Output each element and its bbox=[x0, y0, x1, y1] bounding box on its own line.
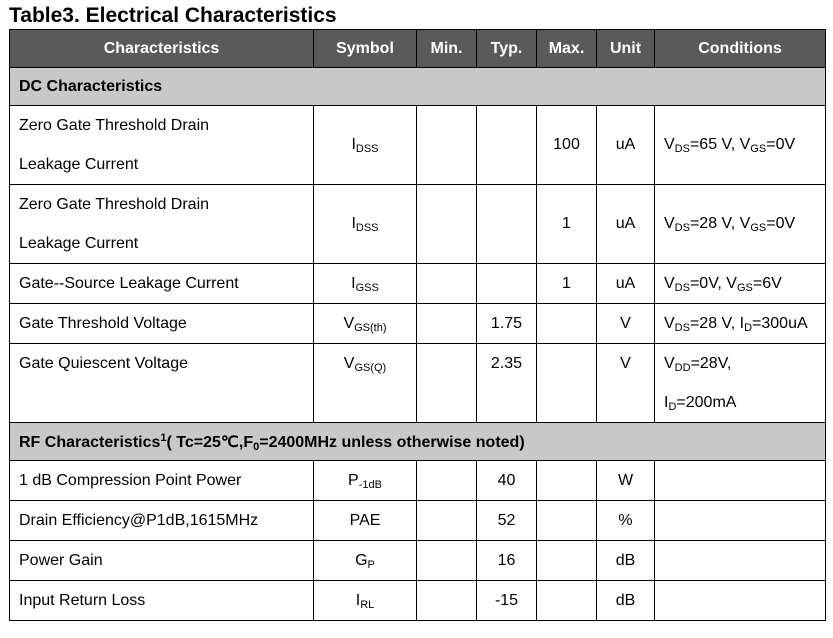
header-typ: Typ. bbox=[477, 30, 537, 68]
cell-unit: % bbox=[597, 501, 655, 541]
section-title-rf bbox=[10, 423, 826, 461]
cond-part: V bbox=[664, 314, 675, 332]
cond-sub: D bbox=[668, 401, 677, 413]
cell-conditions bbox=[655, 185, 826, 264]
cond-sub: GS bbox=[736, 281, 753, 294]
cell-unit: uA bbox=[597, 185, 655, 264]
char-line-1: Zero Gate Threshold Drain bbox=[19, 117, 210, 134]
cell-min bbox=[417, 541, 477, 581]
cond-sub: DS bbox=[674, 281, 690, 294]
cond-part: =28V, bbox=[690, 355, 732, 372]
cell-unit: uA bbox=[597, 264, 655, 304]
header-unit: Unit bbox=[597, 30, 655, 68]
cond-part: V bbox=[664, 355, 675, 372]
cond-sub: D bbox=[744, 321, 753, 334]
cond-part: =0V bbox=[766, 136, 796, 153]
symbol-main: I bbox=[351, 274, 356, 292]
cell-unit: dB bbox=[597, 541, 655, 581]
cond-part: =28 V, V bbox=[689, 215, 751, 232]
cell-symbol bbox=[314, 106, 417, 185]
table-row bbox=[10, 541, 826, 581]
symbol-sub: GSS bbox=[355, 281, 379, 294]
cell-typ: 1.75 bbox=[477, 304, 537, 344]
table-row bbox=[10, 106, 826, 185]
cell-conditions bbox=[655, 541, 826, 581]
table-row bbox=[10, 185, 826, 264]
cell-max bbox=[537, 304, 597, 344]
table-row bbox=[10, 501, 826, 541]
cell-characteristic: Gate Threshold Voltage bbox=[10, 304, 314, 344]
cell-symbol bbox=[314, 541, 417, 581]
cell-conditions bbox=[655, 461, 826, 501]
cond-sub: DS bbox=[674, 143, 690, 155]
symbol-main: PAE bbox=[349, 511, 381, 529]
table-row bbox=[10, 581, 826, 621]
rf-note: ( Tc=25℃,F bbox=[166, 433, 254, 451]
cell-symbol bbox=[314, 461, 417, 501]
cell-characteristic: Power Gain bbox=[10, 541, 314, 581]
rf-label: RF Characteristics bbox=[19, 433, 161, 451]
cell-typ bbox=[477, 185, 537, 264]
header-row bbox=[10, 30, 826, 68]
cond-sub: GS bbox=[750, 143, 767, 155]
cell-typ: 16 bbox=[477, 541, 537, 581]
cell-typ: -15 bbox=[477, 581, 537, 621]
cond-part: =0V, V bbox=[689, 274, 737, 292]
cell-symbol bbox=[314, 304, 417, 344]
cond-part: =28 V, I bbox=[689, 314, 745, 332]
cell-conditions bbox=[655, 106, 826, 185]
table-row bbox=[10, 344, 826, 423]
symbol-sub: P bbox=[367, 558, 375, 571]
symbol-main: V bbox=[343, 355, 355, 372]
cell-max bbox=[537, 344, 597, 423]
cell-conditions bbox=[655, 304, 826, 344]
cell-min bbox=[417, 344, 477, 423]
symbol-main: I bbox=[355, 591, 361, 609]
cell-max bbox=[537, 581, 597, 621]
symbol-sub: DSS bbox=[355, 143, 379, 155]
cond-sub: DS bbox=[674, 321, 690, 334]
table-row bbox=[10, 264, 826, 304]
cond-part: =200mA bbox=[676, 394, 737, 411]
cell-typ: 2.35 bbox=[477, 344, 537, 423]
header-max: Max. bbox=[537, 30, 597, 68]
cell-characteristic: Input Return Loss bbox=[10, 581, 314, 621]
section-title-dc: DC Characteristics bbox=[10, 68, 826, 106]
footnote-marker: 1 bbox=[160, 431, 167, 444]
cell-max: 100 bbox=[537, 106, 597, 185]
cell-unit: V bbox=[597, 344, 655, 423]
cond-part: I bbox=[664, 394, 669, 411]
cell-conditions bbox=[655, 344, 826, 423]
symbol-main: G bbox=[355, 551, 368, 569]
cell-unit: W bbox=[597, 461, 655, 501]
cell-characteristic: 1 dB Compression Point Power bbox=[10, 461, 314, 501]
cell-max: 1 bbox=[537, 185, 597, 264]
table-row bbox=[10, 461, 826, 501]
cell-unit: V bbox=[597, 304, 655, 344]
cell-symbol bbox=[314, 185, 417, 264]
cond-part: V bbox=[664, 215, 675, 232]
header-min: Min. bbox=[417, 30, 477, 68]
cond-sub: GS bbox=[750, 222, 767, 234]
cell-min bbox=[417, 501, 477, 541]
cell-conditions bbox=[655, 501, 826, 541]
cond-sub: DD bbox=[674, 362, 691, 374]
cond-part: V bbox=[664, 274, 675, 292]
symbol-main: P bbox=[348, 471, 359, 489]
section-row-rf bbox=[10, 423, 826, 461]
symbol-sub: DSS bbox=[355, 222, 379, 234]
table-row bbox=[10, 304, 826, 344]
cell-symbol bbox=[314, 344, 417, 423]
char-line-2: Leakage Current bbox=[19, 156, 139, 173]
cond-part: V bbox=[664, 136, 675, 153]
cell-typ bbox=[477, 106, 537, 185]
cond-sub: DS bbox=[674, 222, 690, 234]
cell-min bbox=[417, 304, 477, 344]
cell-max bbox=[537, 541, 597, 581]
cell-max bbox=[537, 501, 597, 541]
cell-characteristic: Gate--Source Leakage Current bbox=[10, 264, 314, 304]
cell-characteristic bbox=[10, 106, 314, 185]
cell-max bbox=[537, 461, 597, 501]
rf-note: =2400MHz unless otherwise noted) bbox=[259, 433, 525, 451]
cond-part: =65 V, V bbox=[689, 136, 751, 153]
cell-unit: dB bbox=[597, 581, 655, 621]
cell-symbol bbox=[314, 501, 417, 541]
symbol-main: V bbox=[343, 314, 355, 332]
cell-min bbox=[417, 106, 477, 185]
cell-symbol bbox=[314, 264, 417, 304]
cell-min bbox=[417, 264, 477, 304]
electrical-characteristics-table bbox=[9, 29, 826, 621]
symbol-sub: GS(th) bbox=[354, 321, 387, 334]
cell-symbol bbox=[314, 581, 417, 621]
cell-characteristic bbox=[10, 185, 314, 264]
symbol-main: I bbox=[351, 136, 356, 153]
section-row-dc bbox=[10, 68, 826, 106]
cell-typ: 40 bbox=[477, 461, 537, 501]
cond-part: =300uA bbox=[752, 314, 808, 332]
cell-min bbox=[417, 581, 477, 621]
cell-typ: 52 bbox=[477, 501, 537, 541]
header-symbol: Symbol bbox=[314, 30, 417, 68]
header-conditions: Conditions bbox=[655, 30, 826, 68]
cell-unit: uA bbox=[597, 106, 655, 185]
char-line-1: Zero Gate Threshold Drain bbox=[19, 196, 210, 213]
cell-conditions bbox=[655, 264, 826, 304]
cell-conditions bbox=[655, 581, 826, 621]
cell-max: 1 bbox=[537, 264, 597, 304]
cond-part: =6V bbox=[752, 274, 782, 292]
symbol-sub: GS(Q) bbox=[354, 362, 387, 374]
cond-part: =0V bbox=[766, 215, 796, 232]
rf-note-sub: 0 bbox=[253, 440, 260, 453]
cell-characteristic: Gate Quiescent Voltage bbox=[10, 344, 314, 423]
symbol-sub: -1dB bbox=[358, 478, 382, 491]
table-title: Table3. Electrical Characteristics bbox=[9, 4, 337, 27]
cell-min bbox=[417, 185, 477, 264]
char-line-2: Leakage Current bbox=[19, 235, 139, 252]
header-characteristics: Characteristics bbox=[10, 30, 314, 68]
cell-characteristic: Drain Efficiency@P1dB,1615MHz bbox=[10, 501, 314, 541]
symbol-main: I bbox=[351, 215, 356, 232]
cell-min bbox=[417, 461, 477, 501]
symbol-sub: RL bbox=[360, 598, 375, 611]
cell-typ bbox=[477, 264, 537, 304]
